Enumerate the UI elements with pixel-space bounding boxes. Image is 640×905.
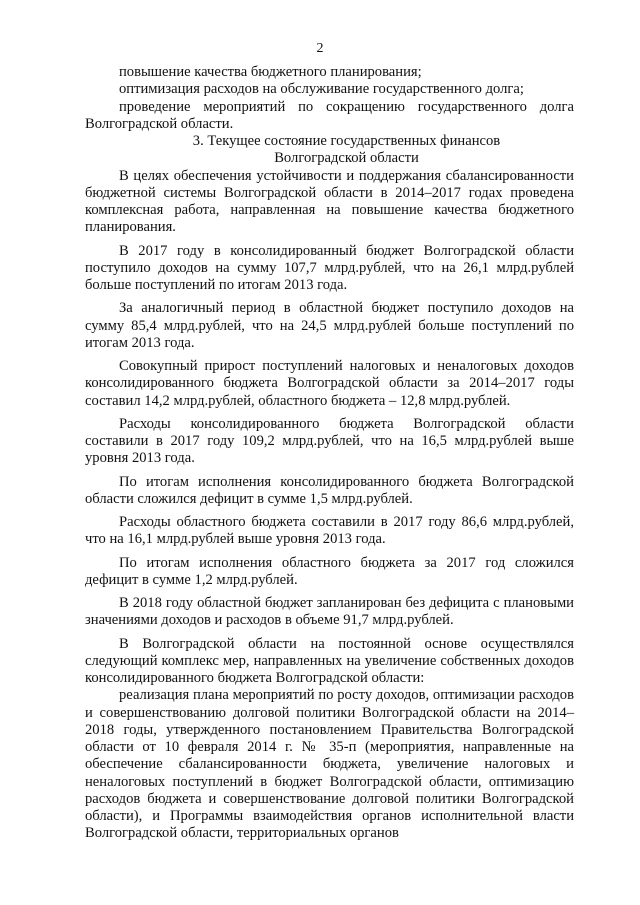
paragraph-regional-expenses: Расходы областного бюджета составили в 2017 году 86,6 млрд.рублей, что на 16,1 млрд.рублей выше уровня 2013 года.: [85, 514, 574, 548]
paragraph-consolidated-deficit: По итогам исполнения консолидированного бюджета Волгоградской области сложился дефицит в сумме 1,5 млрд.рублей.: [85, 473, 574, 507]
paragraph-2018-plan: В 2018 году областной бюджет запланирован без дефицита с плановыми значениями доходов и расходов в объеме 91,7 млрд.рублей.: [85, 595, 574, 629]
page-number: 2: [316, 41, 324, 56]
paragraph-regional-deficit: По итогам исполнения областного бюджета за 2017 год сложился дефицит в сумме 1,2 млрд.рублей.: [85, 554, 574, 588]
section-heading-line-1: 3. Текущее состояние государственных финансов: [192, 133, 501, 149]
section-heading-line-2: Волгоградской области: [274, 150, 419, 167]
intro-item-1: повышение качества бюджетного планирования;: [119, 64, 422, 80]
paragraph-measures-plan: реализация плана мероприятий по росту доходов, оптимизации расходов и совершенствованию долговой политики Волгоградской области на 2014–2018 годы, утвержденного постановлением Правительства Волгоградской области от 10 февраля 2014 г. № 35-п (мероприятия, направленные на обеспечение сбалансированности бюджета, увеличение налоговых и неналоговых поступлений в бюджет Волгоградской области, оптимизацию расходов бюджета и совершенствование долговой политики Волгоградской области), и Программы взаимодействия органов исполнительной власти Волгоградской области, территориальных органов: [85, 687, 574, 842]
intro-item-3: проведение мероприятий по сокращению государственного долга Волгоградской области.: [85, 98, 574, 132]
intro-item-2: оптимизация расходов на обслуживание государственного долга;: [119, 81, 524, 98]
paragraph-consolidated-expenses: Расходы консолидированного бюджета Волгоградской области составили в 2017 году 109,2 млрд.рублей, что на 16,5 млрд.рублей выше уровня 2013 года.: [85, 415, 574, 467]
paragraph-measures-intro: В Волгоградской области на постоянной основе осуществлялся следующий комплекс мер, направленных на увеличение собственных доходов консолидированного бюджета Волгоградской области:: [85, 635, 574, 686]
section-heading: [85, 133, 574, 168]
paragraph-tax-growth: Совокупный прирост поступлений налоговых и неналоговых доходов консолидированного бюджета Волгоградской области за 2014–2017 годы составил 14,2 млрд.рублей, областного бюджета – 12,8 млрд.рублей.: [85, 358, 574, 409]
document-body: [85, 64, 574, 843]
paragraph-regional-revenue: За аналогичный период в областной бюджет поступило доходов на сумму 85,4 млрд.рублей, что на 24,5 млрд.рублей больше поступлений по итогам 2013 года.: [85, 300, 574, 351]
paragraph-consolidated-revenue: В 2017 году в консолидированный бюджет Волгоградской области поступило доходов на сумму 107,7 млрд.рублей, что на 26,1 млрд.рублей больше поступлений по итогам 2013 года.: [85, 242, 574, 293]
paragraph-balance-efforts: В целях обеспечения устойчивости и поддержания сбалансированности бюджетной системы Волгоградской области в 2014–2017 годах проведена комплексная работа, направленная на повышение качества бюджетного планирования.: [85, 167, 574, 236]
